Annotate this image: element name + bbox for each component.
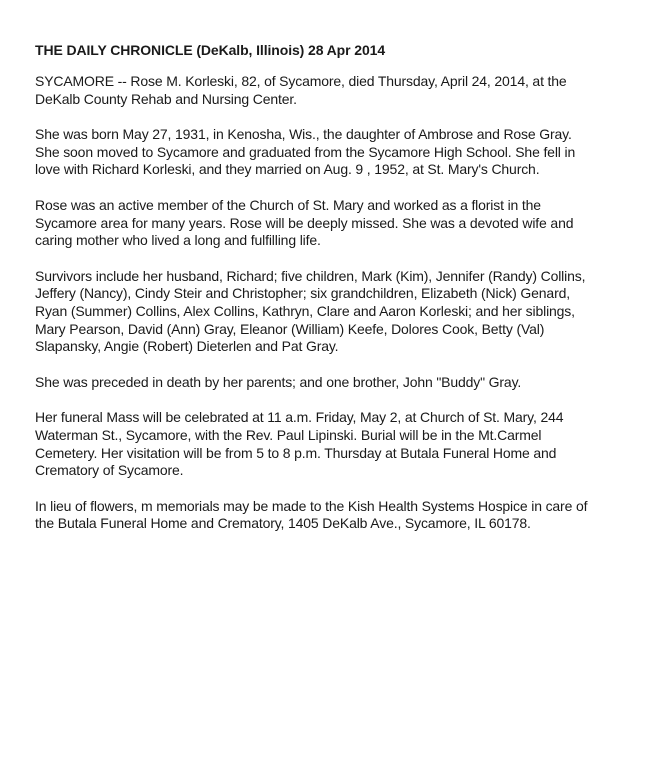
text-line: She soon moved to Sycamore and graduated from the Sycamore High School. She fell in [35, 143, 576, 160]
text-line: In lieu of flowers, m memorials may be made to the Kish Health Systems Hospice in care of [35, 497, 588, 514]
paragraph-survivors [35, 268, 655, 356]
text-line: Cemetery. Her visitation will be from 5 to 8 p.m. Thursday at Butala Funeral Home and [35, 444, 557, 461]
text-line: Mary Pearson, David (Ann) Gray, Eleanor (William) Keefe, Dolores Cook, Betty (Val) [35, 320, 545, 337]
text-line: DeKalb County Rehab and Nursing Center. [35, 90, 297, 107]
paragraph-services [35, 409, 655, 479]
text-line: Survivors include her husband, Richard; five children, Mark (Kim), Jennifer (Randy) Collins, [35, 267, 586, 284]
paragraph-preceded [35, 374, 655, 392]
paragraph-life [35, 197, 655, 250]
text-line: Rose was an active member of the Church of St. Mary and worked as a florist in the [35, 196, 541, 213]
text-line: Crematory of Sycamore. [35, 462, 184, 479]
paragraph-birth [35, 126, 655, 179]
text-line: caring mother who lived a long and fulfilling life. [35, 232, 321, 249]
text-line: Ryan (Summer) Collins, Alex Collins, Kathryn, Clare and Aaron Korleski; and her siblings, [35, 302, 575, 319]
text-line: the Butala Funeral Home and Crematory, 1405 DeKalb Ave., Sycamore, IL 60178. [35, 515, 531, 532]
document-headline: THE DAILY CHRONICLE (DeKalb, Illinois) 28 Apr 2014 [35, 42, 386, 58]
text-line: She was born May 27, 1931, in Kenosha, Wis., the daughter of Ambrose and Rose Gray. [35, 126, 572, 143]
text-line: SYCAMORE -- Rose M. Korleski, 82, of Sycamore, died Thursday, April 24, 2014, at the [35, 73, 567, 89]
paragraph-memorials [35, 498, 655, 533]
text-line: love with Richard Korleski, and they married on Aug. 9 , 1952, at St. Mary's Church. [35, 161, 540, 178]
text-line: Jeffery (Nancy), Cindy Steir and Christopher; six grandchildren, Elizabeth (Nick) Genard, [35, 285, 570, 302]
text-line: She was preceded in death by her parents; and one brother, John "Buddy" Gray. [35, 373, 522, 390]
obituary-document [35, 41, 655, 551]
text-line: Slapansky, Angie (Robert) Dieterlen and Pat Gray. [35, 338, 339, 355]
text-line: Sycamore area for many years. Rose will be deeply missed. She was a devoted wife and [35, 214, 574, 231]
paragraph-death-notice [35, 73, 655, 108]
text-line: Waterman St., Sycamore, with the Rev. Paul Lipinski. Burial will be in the Mt.Carmel [35, 426, 542, 443]
text-line: Her funeral Mass will be celebrated at 11 a.m. Friday, May 2, at Church of St. Mary, 244 [35, 409, 564, 426]
